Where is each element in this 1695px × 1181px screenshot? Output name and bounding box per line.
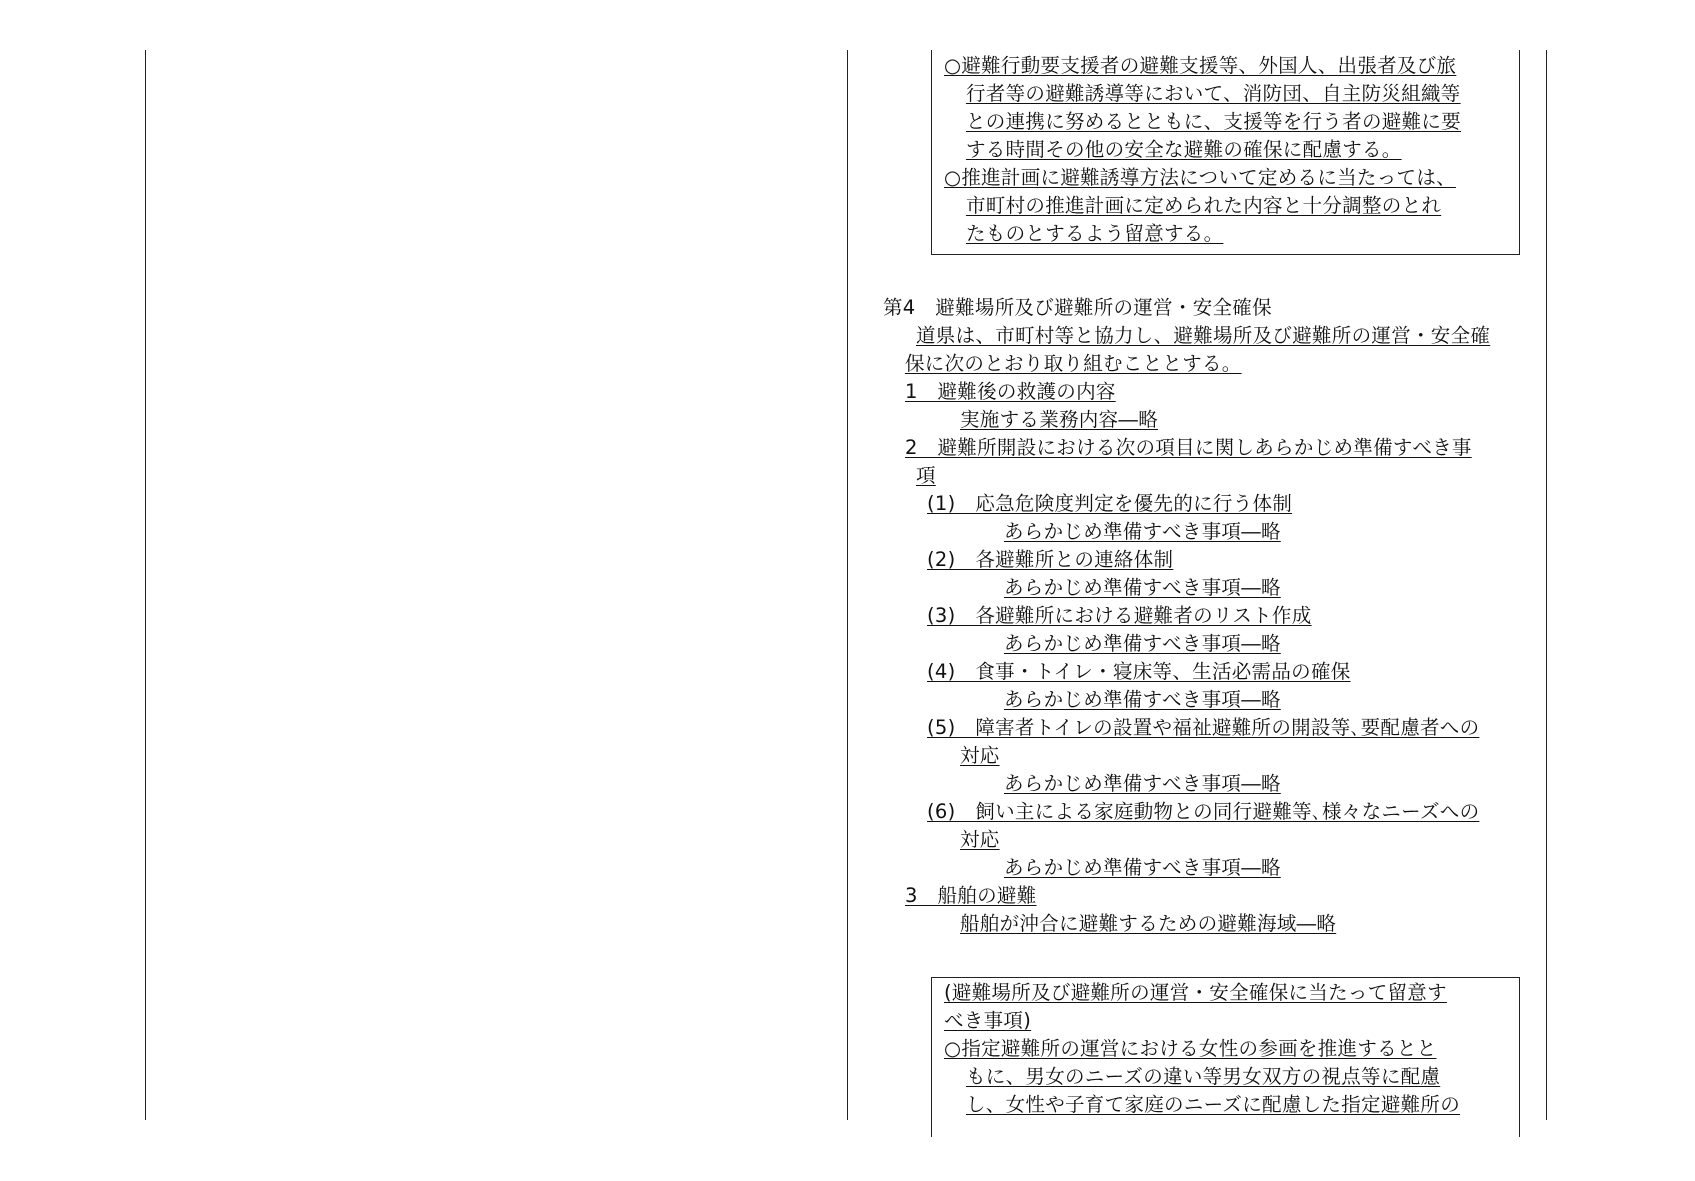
subitem-5: 対応 <box>960 744 1000 767</box>
item1-title: 1 避難後の救護の内容 <box>905 380 1116 403</box>
subitem-1-detail: あらかじめ準備すべき事項―略 <box>1004 520 1281 543</box>
subitem-6: 対応 <box>960 828 1000 851</box>
box1-line: たものとするよう留意する。 <box>966 222 1224 245</box>
subitem-6: (6) 飼い主による家庭動物との同行避難等､様々なニーズへの <box>927 800 1480 823</box>
box2-line: もに、男女のニーズの違い等男女双方の視点等に配慮 <box>966 1065 1441 1088</box>
subitem-6-detail: あらかじめ準備すべき事項―略 <box>1004 856 1281 879</box>
section4-heading: 第4 避難場所及び避難所の運営・安全確保 <box>883 296 1272 319</box>
subitem-5: (5) 障害者トイレの設置や福祉避難所の開設等､要配慮者への <box>927 716 1480 739</box>
box2-line: し、女性や子育て家庭のニーズに配慮した指定避難所の <box>966 1093 1461 1116</box>
box2-line: ○指定避難所の運営における女性の参画を推進するとと <box>944 1037 1437 1060</box>
section4-intro: 道県は、市町村等と協力し、避難場所及び避難所の運営・安全確 <box>916 324 1491 347</box>
subitem-3-detail: あらかじめ準備すべき事項―略 <box>1004 632 1281 655</box>
box2-line: べき事項) <box>944 1009 1032 1032</box>
subitem-4-detail: あらかじめ準備すべき事項―略 <box>1004 688 1281 711</box>
box1-line: ○避難行動要支援者の避難支援等、外国人、出張者及び旅 <box>944 54 1457 77</box>
item1-detail: 実施する業務内容―略 <box>960 408 1159 431</box>
subitem-2: (2) 各避難所との連絡体制 <box>927 548 1174 571</box>
item2-title: 2 避難所開設における次の項目に関しあらかじめ準備すべき事 <box>905 436 1472 459</box>
item3-title: 3 船舶の避難 <box>905 884 1037 907</box>
left-column-border <box>145 50 146 1120</box>
item2-title: 項 <box>916 464 936 487</box>
center-column-border <box>847 50 848 1120</box>
subitem-3: (3) 各避難所における避難者のリスト作成 <box>927 604 1312 627</box>
box1-line: 行者等の避難誘導等において、消防団、自主防災組織等 <box>966 82 1461 105</box>
subitem-5-detail: あらかじめ準備すべき事項―略 <box>1004 772 1281 795</box>
box1-line: との連携に努めるとともに、支援等を行う者の避難に要 <box>966 110 1461 133</box>
box2-line: (避難場所及び避難所の運営・安全確保に当たって留意す <box>944 981 1447 1004</box>
item3-detail: 船舶が沖合に避難するための避難海域―略 <box>960 912 1337 935</box>
subitem-4: (4) 食事・トイレ・寝床等、生活必需品の確保 <box>927 660 1351 683</box>
box1-line: する時間その他の安全な避難の確保に配慮する。 <box>966 138 1402 161</box>
section4-intro: 保に次のとおり取り組むこととする。 <box>905 352 1242 375</box>
box1-line: 市町村の推進計画に定められた内容と十分調整のとれ <box>966 194 1442 217</box>
subitem-2-detail: あらかじめ準備すべき事項―略 <box>1004 576 1281 599</box>
right-column-border <box>1546 50 1547 1120</box>
box1-line: ○推進計画に避難誘導方法について定めるに当たっては、 <box>944 166 1456 189</box>
subitem-1: (1) 応急危険度判定を優先的に行う体制 <box>927 492 1293 515</box>
